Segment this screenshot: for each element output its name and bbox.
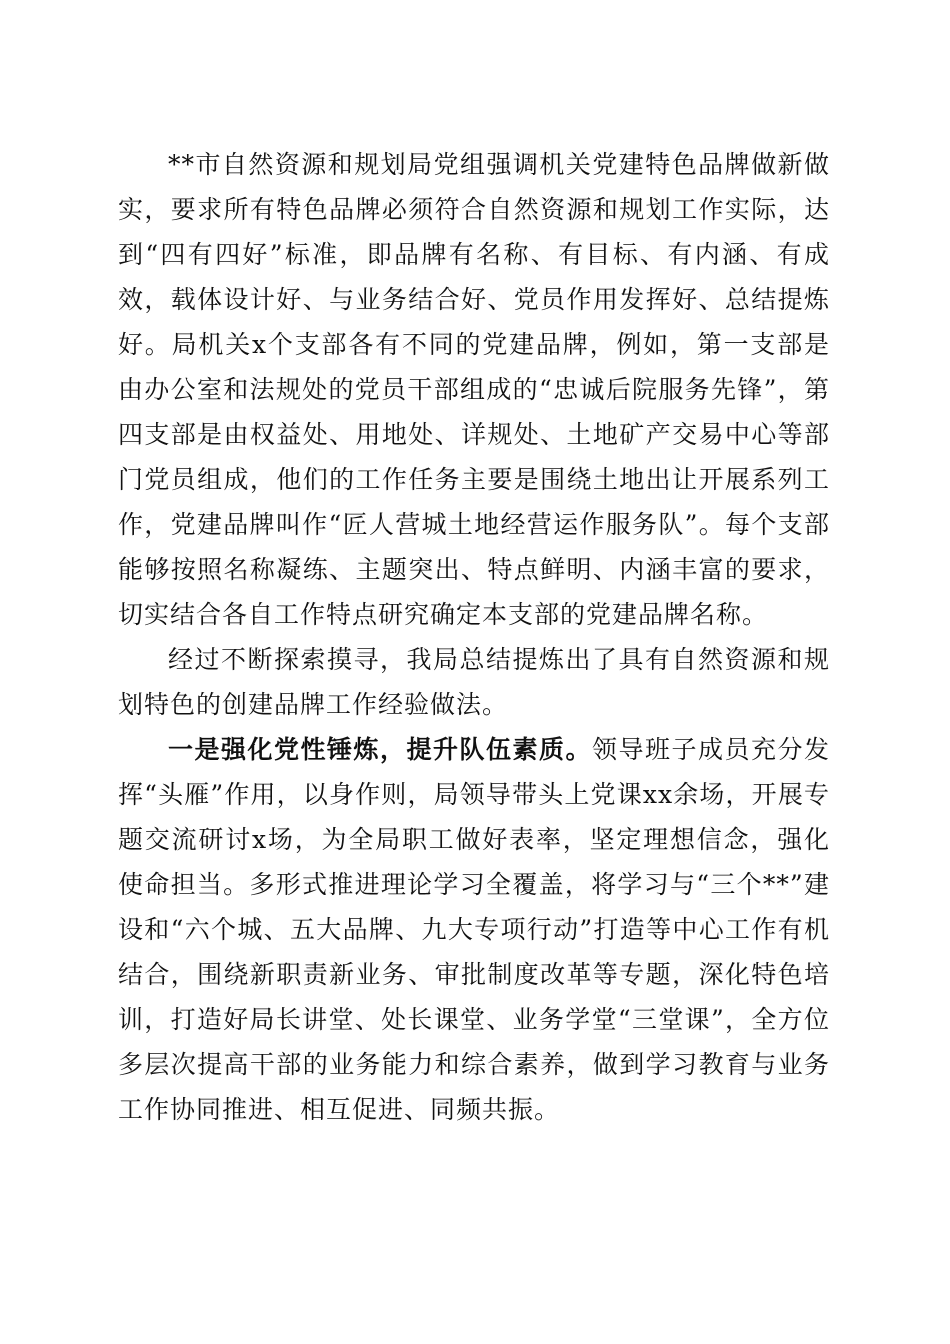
document-body bbox=[118, 142, 830, 1132]
paragraph-text: 领导班子成员充分发挥“头雁”作用，以身作则，局领导带头上党课xx余场，开展专题交流研讨x场，为全局职工做好表率，坚定理想信念，强化使命担当。多形式推进理论学习全覆盖，将学习与“三个**”建设和“六个城、五大品牌、九大专项行动”打造等中心工作有机结合，围绕新职责新业务、审批制度改革等专题，深化特色培训，打造好局长讲堂、处长课堂、业务学堂“三堂课”，全方位多层次提高干部的业务能力和综合素养，做到学习教育与业务工作协同推进、相互促进、同频共振。 bbox=[118, 735, 830, 1124]
paragraph-text: 经过不断探索摸寻，我局总结提炼出了具有自然资源和规划特色的创建品牌工作经验做法。 bbox=[118, 645, 830, 719]
paragraph-lead-heading: 一是强化党性锤炼，提升队伍素质。 bbox=[168, 735, 592, 764]
paragraph-party-training bbox=[118, 727, 830, 1132]
paragraph-text: **市自然资源和规划局党组强调机关党建特色品牌做新做实，要求所有特色品牌必须符合自然资源和规划工作实际，达到“四有四好”标准，即品牌有名称、有目标、有内涵、有成效，载体设计好、与业务结合好、党员作用发挥好、总结提炼好。局机关x个支部各有不同的党建品牌，例如，第一支部是由办公室和法规处的党员干部组成的“忠诚后院服务先锋”，第四支部是由权益处、用地处、详规处、土地矿产交易中心等部门党员组成，他们的工作任务主要是围绕土地出让开展系列工作，党建品牌叫作“匠人营城土地经营运作服务队”。每个支部能够按照名称凝练、主题突出、特点鲜明、内涵丰富的要求，切实结合各自工作特点研究确定本支部的党建品牌名称。 bbox=[118, 150, 830, 629]
paragraph-brand-standards bbox=[118, 142, 830, 637]
paragraph-experience-summary bbox=[118, 637, 830, 727]
